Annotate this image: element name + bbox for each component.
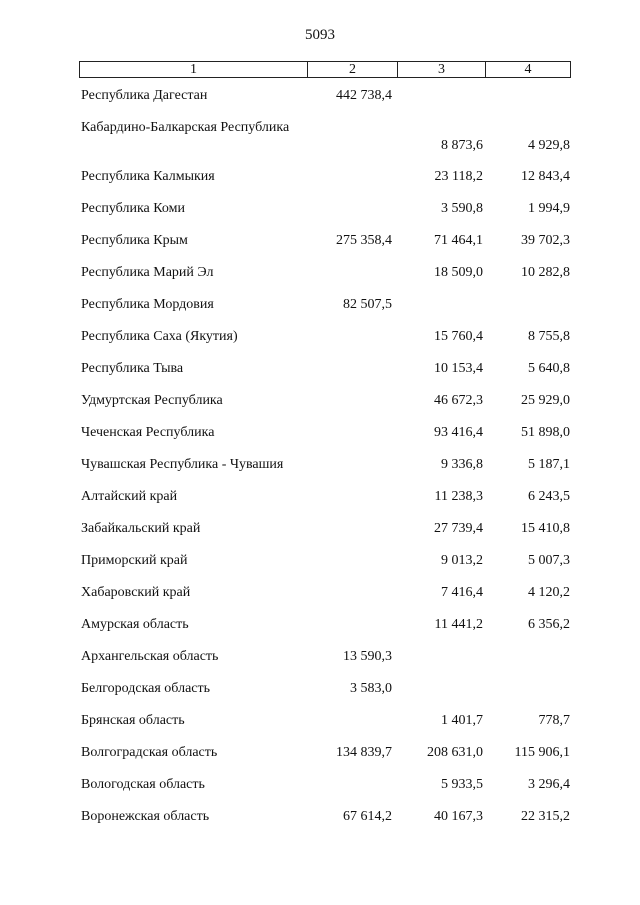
column-header-2: 2 [307,62,397,77]
value-col-4: 10 282,8 [521,265,570,280]
value-col-3: 1 401,7 [441,713,483,728]
value-col-4: 4 120,2 [528,585,570,600]
region-name: Республика Крым [81,233,188,248]
value-col-3: 40 167,3 [434,809,483,824]
value-col-4: 115 906,1 [514,745,570,760]
value-col-3: 46 672,3 [434,393,483,408]
value-col-4: 4 929,8 [528,138,570,153]
value-col-2: 275 358,4 [336,233,392,248]
value-col-2: 442 738,4 [336,88,392,103]
value-col-2: 13 590,3 [343,649,392,664]
value-col-4: 3 296,4 [528,777,570,792]
region-name: Брянская область [81,713,185,728]
value-col-3: 208 631,0 [427,745,483,760]
value-col-4: 5 187,1 [528,457,570,472]
value-col-3: 23 118,2 [434,169,483,184]
value-col-4: 15 410,8 [521,521,570,536]
region-name: Белгородская область [81,681,211,696]
value-col-3: 18 509,0 [434,265,483,280]
value-col-3: 11 441,2 [434,617,483,632]
value-col-4: 39 702,3 [521,233,570,248]
region-name: Забайкальский край [81,521,201,536]
region-name: Воронежская область [81,809,210,824]
value-col-2: 3 583,0 [350,681,392,696]
value-col-4: 51 898,0 [521,425,570,440]
region-name: Чувашская Республика - Чувашия [81,457,284,472]
region-name: Республика Калмыкия [81,169,215,184]
value-col-3: 10 153,4 [434,361,483,376]
column-header-1: 1 [190,62,197,77]
column-header-3: 3 [397,62,485,77]
region-name: Вологодская область [81,777,205,792]
region-name: Чеченская Республика [81,425,215,440]
value-col-3: 9 013,2 [441,553,483,568]
value-col-3: 71 464,1 [434,233,483,248]
value-col-2: 82 507,5 [343,297,392,312]
region-name: Республика Коми [81,201,185,216]
value-col-4: 22 315,2 [521,809,570,824]
value-col-3: 3 590,8 [441,201,483,216]
value-col-3: 93 416,4 [434,425,483,440]
region-name: Республика Дагестан [81,88,208,103]
value-col-4: 5 640,8 [528,361,570,376]
value-col-4: 5 007,3 [528,553,570,568]
region-name: Республика Марий Эл [81,265,214,280]
value-col-2: 134 839,7 [336,745,392,760]
value-col-4: 778,7 [538,713,570,728]
column-header-4: 4 [485,62,570,77]
value-col-2: 67 614,2 [343,809,392,824]
region-name: Алтайский край [81,489,178,504]
region-name: Республика Саха (Якутия) [81,329,238,344]
region-name: Волгоградская область [81,745,218,760]
value-col-4: 6 356,2 [528,617,570,632]
value-col-3: 5 933,5 [441,777,483,792]
region-name: Архангельская область [81,649,219,664]
value-col-4: 8 755,8 [528,329,570,344]
value-col-3: 27 739,4 [434,521,483,536]
table-header [79,61,571,78]
region-name: Удмуртская Республика [81,393,223,408]
value-col-4: 12 843,4 [521,169,570,184]
value-col-3: 7 416,4 [441,585,483,600]
value-col-3: 9 336,8 [441,457,483,472]
value-col-3: 11 238,3 [434,489,483,504]
value-col-3: 15 760,4 [434,329,483,344]
region-name: Республика Мордовия [81,297,214,312]
region-name: Республика Тыва [81,361,184,376]
value-col-4: 6 243,5 [528,489,570,504]
region-name: Приморский край [81,553,188,568]
region-name: Кабардино-Балкарская Республика [81,120,290,135]
value-col-4: 1 994,9 [528,201,570,216]
region-name: Амурская область [81,617,189,632]
page-number: 5093 [305,27,335,43]
value-col-4: 25 929,0 [521,393,570,408]
value-col-3: 8 873,6 [441,138,483,153]
region-name: Хабаровский край [81,585,191,600]
